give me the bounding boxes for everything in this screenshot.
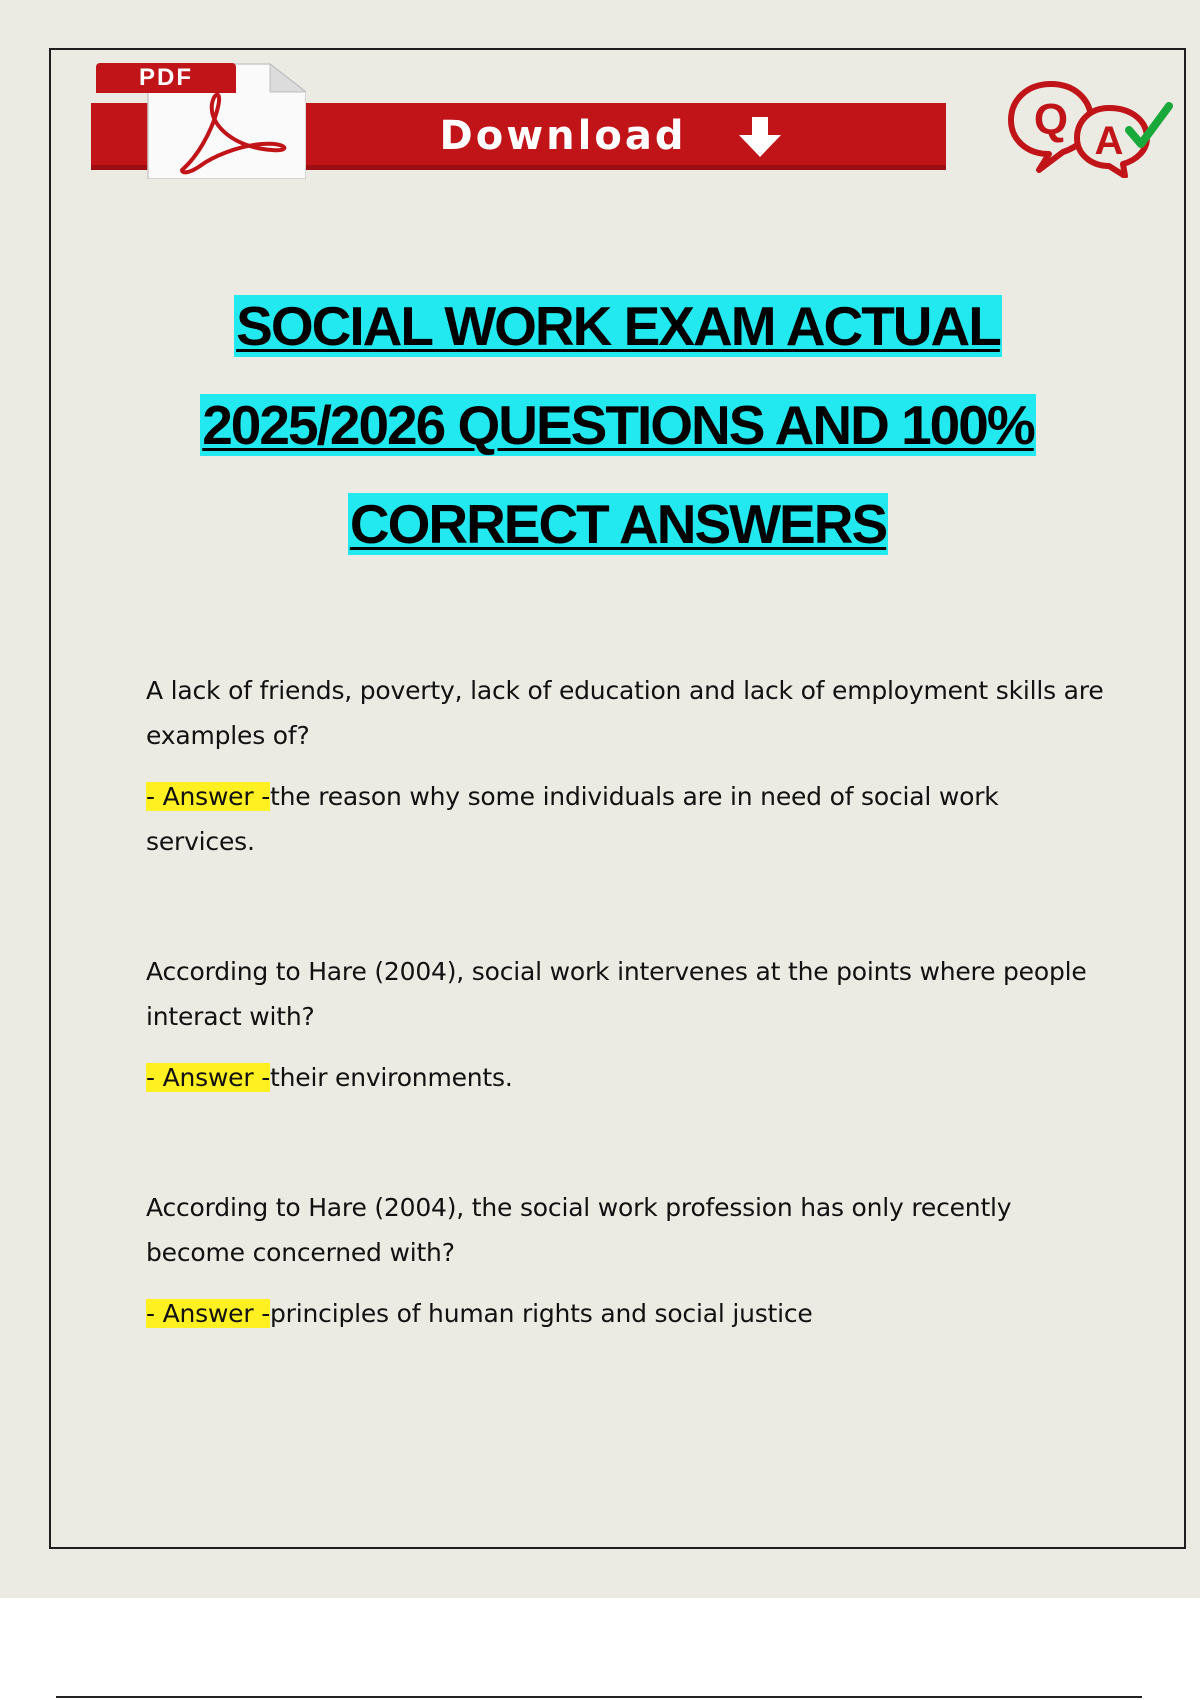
q-letter: Q bbox=[1033, 95, 1069, 144]
answer-line bbox=[146, 774, 1106, 864]
download-arrow-icon bbox=[737, 117, 783, 159]
answer-tag: - Answer - bbox=[146, 1299, 271, 1328]
pdf-tab-label: PDF bbox=[96, 63, 236, 93]
answer-tag: - Answer - bbox=[146, 782, 271, 811]
pdf-download-banner[interactable] bbox=[90, 60, 860, 180]
answer-text: their environments. bbox=[270, 1063, 513, 1092]
title-line-2: 2025/2026 QUESTIONS AND 100% bbox=[202, 394, 1034, 456]
question-text: According to Hare (2004), the social work profession has only recently become concerned with? bbox=[146, 1193, 1012, 1267]
question-text: According to Hare (2004), social work intervenes at the points where people interact with? bbox=[146, 957, 1087, 1031]
qa-list bbox=[146, 668, 1106, 1421]
question-text: A lack of friends, poverty, lack of education and lack of employment skills are examples of? bbox=[146, 676, 1104, 750]
download-label[interactable]: Download bbox=[439, 113, 687, 159]
answer-tag: - Answer - bbox=[146, 1063, 271, 1092]
answer-line bbox=[146, 1291, 1106, 1336]
title-line-1: SOCIAL WORK EXAM ACTUAL bbox=[236, 295, 1000, 357]
answer-line bbox=[146, 1055, 1106, 1100]
page-divider bbox=[56, 1696, 1142, 1698]
answer-text: principles of human rights and social justice bbox=[270, 1299, 813, 1328]
title-line-3: CORRECT ANSWERS bbox=[349, 493, 887, 555]
qa-item bbox=[146, 949, 1106, 1100]
document-title bbox=[120, 295, 1116, 592]
answer-text: the reason why some individuals are in need of social work services. bbox=[146, 782, 999, 856]
a-letter: A bbox=[1094, 119, 1124, 163]
qa-item bbox=[146, 668, 1106, 864]
qa-logo bbox=[1005, 78, 1175, 178]
qa-item bbox=[146, 1185, 1106, 1336]
